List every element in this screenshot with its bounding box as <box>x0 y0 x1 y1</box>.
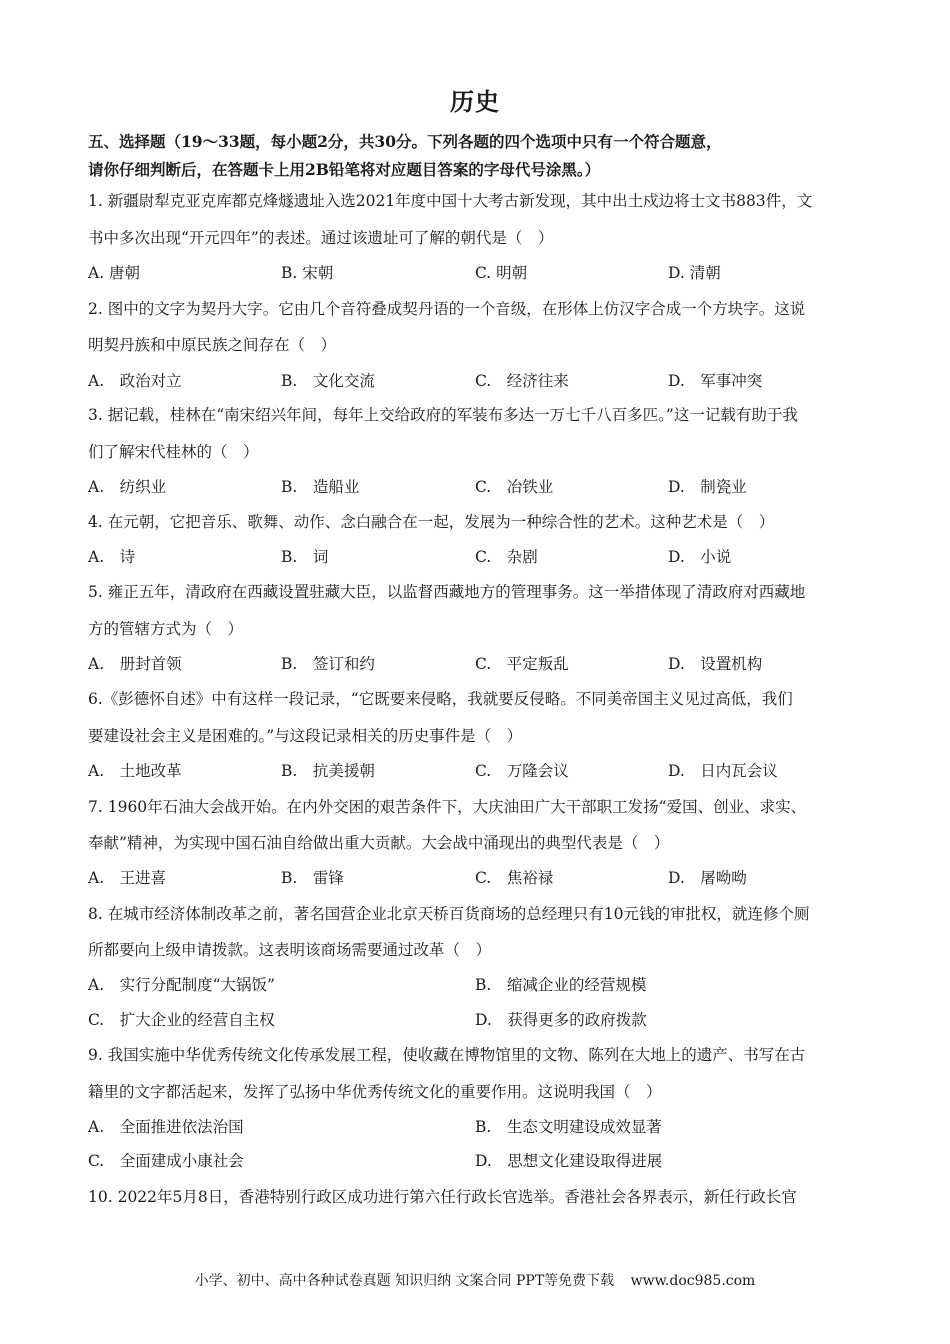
question-2-option-a: A. 政治对立 <box>88 372 182 390</box>
question-6-option-a: A. 土地改革 <box>88 762 182 780</box>
question-8-option-c: C. 扩大企业的经营自主权 <box>88 1011 275 1029</box>
question-2-option-b: B. 文化交流 <box>281 372 375 390</box>
question-3-option-a: A. 纺织业 <box>88 478 167 496</box>
question-5-option-b: B. 签订和约 <box>281 655 375 673</box>
question-5-line2: 方的管辖方式为（ ） <box>88 620 244 638</box>
question-4-option-b: B. 词 <box>281 548 329 566</box>
question-9-option-d: D. 思想文化建设取得进展 <box>475 1152 663 1170</box>
page-title: 历史 <box>450 87 500 116</box>
question-7-option-c: C. 焦裕禄 <box>475 869 554 887</box>
question-10-line1: 10. 2022年5月8日，香港特别行政区成功进行第六任行政长官选举。香港社会各界表示，新任行政长官 <box>88 1188 797 1206</box>
question-6-line1: 6.《彭德怀自述》中有这样一段记录，“它既要来侵略，我就要反侵略。不同美帝国主义见过高低，我们 <box>88 690 793 708</box>
question-7-option-a: A. 王进喜 <box>88 869 167 887</box>
footer-text: 小学、初中、高中各种试卷真题 知识归纳 文案合同 PPT等免费下载 <box>194 1273 615 1289</box>
question-4-option-c: C. 杂剧 <box>475 548 538 566</box>
question-8-option-d: D. 获得更多的政府拨款 <box>475 1011 647 1029</box>
question-1-line1: 1. 新疆尉犁克亚克库都克烽燧遗址入选2021年度中国十大考古新发现，其中出土戍边将士文书883件，文 <box>88 192 813 210</box>
section-instruction-line1: 五、选择题（19～33题，每小题2分，共30分。下列各题的四个选项中只有一个符合题意， <box>88 132 722 151</box>
question-5-option-c: C. 平定叛乱 <box>475 655 569 673</box>
question-9-line2: 籍里的文字都活起来，发挥了弘扬中华优秀传统文化的重要作用。这说明我国（ ） <box>88 1083 662 1101</box>
question-9-line1: 9. 我国实施中华优秀传统文化传承发展工程，使收藏在博物馆里的文物、陈列在大地上的遗产、书写在古 <box>88 1046 806 1064</box>
question-6-line2: 要建设社会主义是困难的。”与这段记录相关的历史事件是（ ） <box>88 727 523 745</box>
section-instruction-line2: 请你仔细判断后，在答题卡上用2B铅笔将对应题目答案的字母代号涂黑。） <box>88 160 601 179</box>
question-2-option-c: C. 经济往来 <box>475 372 569 390</box>
question-5-line1: 5. 雍正五年，清政府在西藏设置驻藏大臣，以监督西藏地方的管理事务。这一举措体现了清政府对西藏地 <box>88 583 806 601</box>
question-1-option-a: A. 唐朝 <box>88 264 141 282</box>
question-9-option-a: A. 全面推进依法治国 <box>88 1118 244 1136</box>
question-5-option-a: A. 册封首领 <box>88 655 182 673</box>
question-8-option-a: A. 实行分配制度“大锅饭” <box>88 976 275 994</box>
question-6-option-c: C. 万隆会议 <box>475 762 569 780</box>
question-8-line1: 8. 在城市经济体制改革之前，著名国营企业北京天桥百货商场的总经理只有10元钱的审批权，就连修个厕 <box>88 905 810 923</box>
question-1-option-d: D. 清朝 <box>668 264 721 282</box>
question-9-option-c: C. 全面建成小康社会 <box>88 1152 244 1170</box>
question-6-option-d: D. 日内瓦会议 <box>668 762 778 780</box>
footer-link[interactable]: www.doc985.com <box>630 1273 756 1289</box>
question-2-line2: 明契丹族和中原民族之间存在（ ） <box>88 336 337 354</box>
page-footer <box>0 1270 950 1290</box>
question-4-line1: 4. 在元朝，它把音乐、歌舞、动作、念白融合在一起，发展为一种综合性的艺术。这种艺术是（ ） <box>88 513 775 531</box>
question-4-option-d: D. 小说 <box>668 548 732 566</box>
question-9-option-b: B. 生态文明建设成效显著 <box>475 1118 662 1136</box>
question-5-option-d: D. 设置机构 <box>668 655 763 673</box>
question-7-line2: 奉献”精神，为实现中国石油自给做出重大贡献。大会战中涌现出的典型代表是（ ） <box>88 834 670 852</box>
question-4-option-a: A. 诗 <box>88 548 136 566</box>
question-8-line2: 所都要向上级申请拨款。这表明该商场需要通过改革（ ） <box>88 941 492 959</box>
question-3-line2: 们了解宋代桂林的（ ） <box>88 443 259 461</box>
question-1-option-b: B. 宋朝 <box>281 264 334 282</box>
question-3-option-d: D. 制瓷业 <box>668 478 747 496</box>
question-7-line1: 7. 1960年石油大会战开始。在内外交困的艰苦条件下，大庆油田广大干部职工发扬“爱国、创业、求实、 <box>88 798 807 816</box>
question-1-line2: 书中多次出现“开元四年”的表述。通过该遗址可了解的朝代是（ ） <box>88 229 554 247</box>
question-7-option-b: B. 雷锋 <box>281 869 344 887</box>
question-3-option-c: C. 冶铁业 <box>475 478 554 496</box>
question-2-line1: 2. 图中的文字为契丹大字。它由几个音符叠成契丹语的一个音级，在形体上仿汉字合成一个方块字。这说 <box>88 300 806 318</box>
question-6-option-b: B. 抗美援朝 <box>281 762 375 780</box>
question-7-option-d: D. 屠呦呦 <box>668 869 747 887</box>
question-1-option-c: C. 明朝 <box>475 264 528 282</box>
question-3-option-b: B. 造船业 <box>281 478 360 496</box>
question-8-option-b: B. 缩减企业的经营规模 <box>475 976 647 994</box>
question-3-line1: 3. 据记载，桂林在“南宋绍兴年间，每年上交给政府的军装布多达一万七千八百多匹。”这一记载有助于我 <box>88 406 798 424</box>
question-2-option-d: D. 军事冲突 <box>668 372 763 390</box>
